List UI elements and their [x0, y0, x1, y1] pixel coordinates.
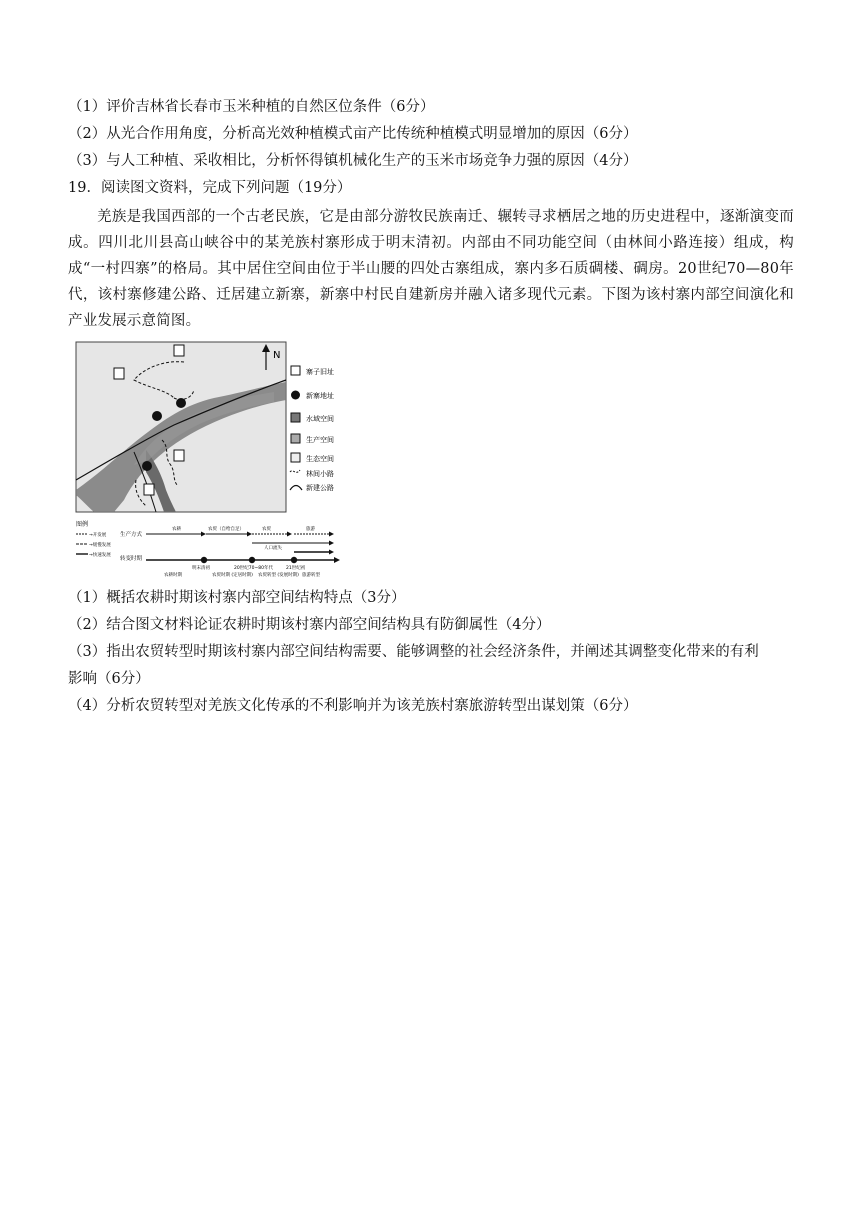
timeline-legend-title: 图例	[76, 521, 89, 528]
legend-new-village: 新寨地址	[306, 392, 334, 400]
legend-production: 生产空间	[306, 436, 334, 444]
timeline-node: 20世纪70~80年代	[234, 566, 273, 571]
row2-label: 转变时期	[120, 556, 143, 562]
new-village-site	[152, 411, 162, 421]
row1-item: 旅游	[306, 527, 315, 532]
map-legend	[290, 366, 334, 492]
q19-sub-3: （3）指出农贸转型时期该村寨内部空间结构需要、能够调整的社会经济条件，并阐述其调整变化带来的有利	[68, 644, 759, 660]
north-label: N	[273, 350, 281, 361]
timeline-node: 21世纪初	[286, 566, 306, 571]
row1-label: 生产方式	[120, 532, 143, 538]
timeline-period: 农贸转型 (发展时期)	[258, 573, 299, 578]
new-village-site	[176, 398, 186, 408]
legend-forest-path: 林间小路	[306, 470, 334, 478]
timeline-period: 农耕时期	[164, 573, 182, 578]
q19-sub-4: （4）分析农贸转型对羌族文化传承的不利影响并为该羌族村寨旅游转型出谋划策（6分）	[68, 698, 638, 714]
q19-sub-2: （2）结合图文材料论证农耕时期该村寨内部空间结构具有防御属性（4分）	[68, 617, 551, 633]
legend-ecology: 生态空间	[306, 455, 334, 463]
row1-item: 农贸（自给自足）	[208, 527, 244, 532]
old-village-site	[114, 368, 124, 379]
old-village-site	[174, 450, 184, 461]
legend-old-village: 寨子旧址	[306, 368, 334, 376]
new-village-site	[142, 461, 152, 471]
legend-water: 水域空间	[306, 415, 334, 423]
timeline-legend-item: →缓慢发展	[89, 543, 111, 548]
q18-sub-1: （1）评价吉林省长春市玉米种植的自然区位条件（6分）	[68, 99, 435, 115]
old-village-site	[174, 345, 184, 356]
row2-item: 人口流失	[264, 546, 282, 551]
village-map	[74, 340, 360, 580]
row1-item: 农贸	[262, 527, 271, 532]
q19-title: 19．阅读图文资料，完成下列问题（19分）	[68, 180, 352, 196]
q19-sub-3-cont: 影响（6分）	[68, 671, 150, 687]
q18-sub-3: （3）与人工种植、采收相比，分析怀得镇机械化生产的玉米市场竞争力强的原因（4分）	[68, 153, 638, 169]
timeline-legend-item: →快速发展	[89, 553, 111, 558]
timeline-period: 旅游转型	[302, 573, 320, 578]
q19-sub-1: （1）概括农耕时期该村寨内部空间结构特点（3分）	[68, 590, 406, 606]
q19-passage: 羌族是我国西部的一个古老民族，它是由部分游牧民族南迁、辗转寻求栖居之地的历史进程中，逐渐演变而成。四川北川县高山峡谷中的某羌族村寨形成于明末清初。内部由不同功能空间（由林间小路连接）组成，构成“一村四寨”的格局。其中居住空间由位于半山腰的四处古寨组成，寨内多石质碉楼、碉房。20世纪70—80年代，该村寨修建公路、迁居建立新寨，新寨中村民自建新房并融入诸多现代元素。下图为该村寨内部空间演化和产业发展示意简图。	[68, 209, 794, 329]
timeline-diagram	[76, 520, 340, 578]
q18-sub-2: （2）从光合作用角度，分析高光效种植模式亩产比传统种植模式明显增加的原因（6分）	[68, 126, 638, 142]
old-village-site	[144, 484, 154, 495]
row1-item: 农耕	[172, 527, 181, 532]
timeline-period: 农贸时期 (定居时期)	[212, 573, 253, 578]
timeline-legend-item: →开发展	[89, 533, 107, 538]
legend-new-road: 新建公路	[306, 484, 334, 492]
timeline-node: 明末清初	[192, 566, 210, 571]
q19-figure	[74, 340, 360, 580]
